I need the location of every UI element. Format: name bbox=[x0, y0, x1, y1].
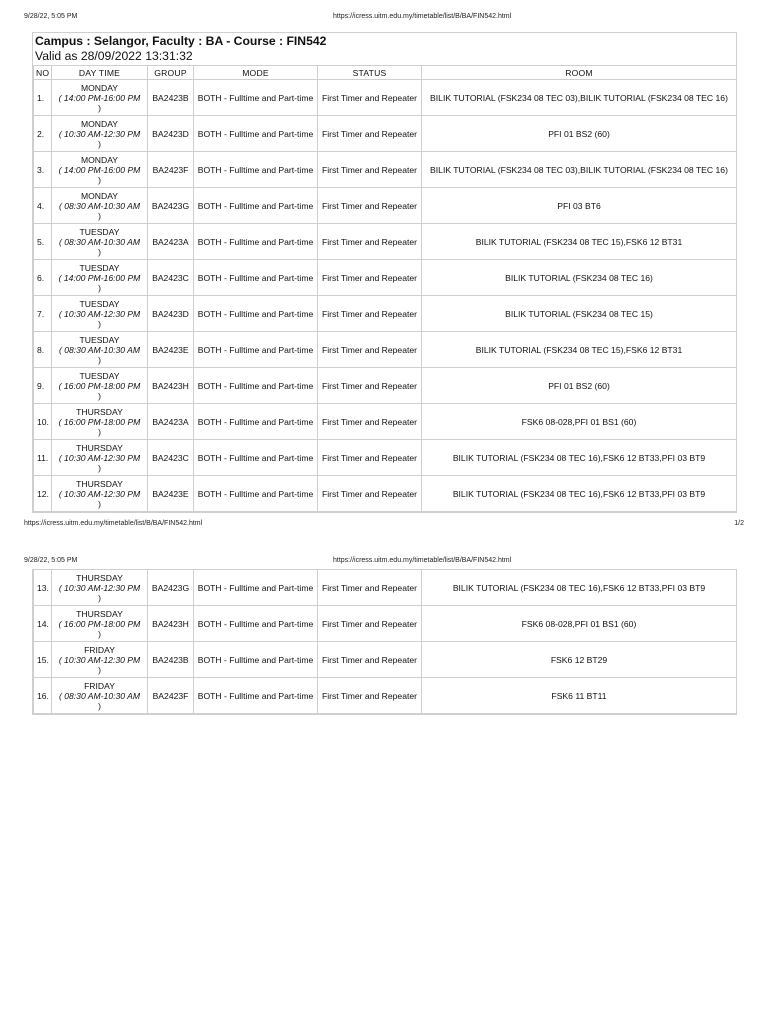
table-row bbox=[34, 296, 737, 332]
day-time-cell bbox=[52, 224, 148, 260]
time-range: ( 14:00 PM-16:00 PM bbox=[58, 272, 141, 283]
day-name: TUESDAY bbox=[79, 370, 120, 381]
timetable-title: Campus : Selangor, Faculty : BA - Course : FIN542 bbox=[35, 34, 327, 48]
time-range: ( 16:00 PM-18:00 PM bbox=[58, 618, 141, 629]
table-row bbox=[34, 260, 737, 296]
day-name: THURSDAY bbox=[76, 478, 123, 489]
table-row bbox=[34, 224, 737, 260]
time-close: ) bbox=[98, 354, 101, 365]
group-cell: BA2423A bbox=[148, 404, 194, 440]
table-row bbox=[34, 570, 737, 606]
row-number: 9. bbox=[34, 368, 52, 404]
timetable-page-1 bbox=[32, 32, 737, 513]
time-close: ) bbox=[98, 700, 101, 711]
timetable-page-2 bbox=[32, 569, 737, 715]
time-close: ) bbox=[98, 462, 101, 473]
group-cell: BA2423D bbox=[148, 296, 194, 332]
status-cell: First Timer and Repeater bbox=[318, 642, 422, 678]
group-cell: BA2423F bbox=[148, 152, 194, 188]
timetable-header bbox=[33, 33, 736, 65]
day-time-cell bbox=[52, 260, 148, 296]
print-header bbox=[0, 555, 768, 569]
day-time-cell bbox=[52, 570, 148, 606]
day-time-cell bbox=[52, 116, 148, 152]
row-number: 11. bbox=[34, 440, 52, 476]
row-number: 13. bbox=[34, 570, 52, 606]
day-time-cell bbox=[52, 642, 148, 678]
time-close: ) bbox=[98, 318, 101, 329]
group-cell: BA2423C bbox=[148, 260, 194, 296]
room-cell: BILIK TUTORIAL (FSK234 08 TEC 15),FSK6 12 BT31 bbox=[422, 332, 737, 368]
mode-cell: BOTH - Fulltime and Part-time bbox=[194, 404, 318, 440]
room-cell: BILIK TUTORIAL (FSK234 08 TEC 03),BILIK TUTORIAL (FSK234 08 TEC 16) bbox=[422, 152, 737, 188]
table-row bbox=[34, 404, 737, 440]
table-row bbox=[34, 606, 737, 642]
time-range: ( 10:30 AM-12:30 PM bbox=[58, 654, 141, 665]
mode-cell: BOTH - Fulltime and Part-time bbox=[194, 570, 318, 606]
group-cell: BA2423C bbox=[148, 440, 194, 476]
mode-cell: BOTH - Fulltime and Part-time bbox=[194, 606, 318, 642]
day-time-cell bbox=[52, 606, 148, 642]
table-row bbox=[34, 152, 737, 188]
group-cell: BA2423G bbox=[148, 188, 194, 224]
day-name: TUESDAY bbox=[79, 262, 120, 273]
status-cell: First Timer and Repeater bbox=[318, 606, 422, 642]
room-cell: FSK6 12 BT29 bbox=[422, 642, 737, 678]
row-number: 16. bbox=[34, 678, 52, 714]
room-cell: PFI 01 BS2 (60) bbox=[422, 368, 737, 404]
day-name: THURSDAY bbox=[76, 406, 123, 417]
timetable-table bbox=[33, 65, 737, 512]
row-number: 7. bbox=[34, 296, 52, 332]
time-close: ) bbox=[98, 592, 101, 603]
timetable-body-page-2 bbox=[34, 570, 737, 714]
mode-cell: BOTH - Fulltime and Part-time bbox=[194, 152, 318, 188]
day-name: THURSDAY bbox=[76, 442, 123, 453]
table-header-row bbox=[34, 66, 737, 80]
print-url: https://icress.uitm.edu.my/timetable/list/B/BA/FIN542.html bbox=[24, 520, 203, 527]
row-number: 10. bbox=[34, 404, 52, 440]
group-cell: BA2423D bbox=[148, 116, 194, 152]
day-name: FRIDAY bbox=[84, 680, 115, 691]
group-cell: BA2423B bbox=[148, 80, 194, 116]
time-range: ( 14:00 PM-16:00 PM bbox=[58, 92, 141, 103]
day-time-cell bbox=[52, 678, 148, 714]
status-cell: First Timer and Repeater bbox=[318, 188, 422, 224]
row-number: 4. bbox=[34, 188, 52, 224]
status-cell: First Timer and Repeater bbox=[318, 476, 422, 512]
status-cell: First Timer and Repeater bbox=[318, 80, 422, 116]
table-row bbox=[34, 80, 737, 116]
mode-cell: BOTH - Fulltime and Part-time bbox=[194, 188, 318, 224]
status-cell: First Timer and Repeater bbox=[318, 332, 422, 368]
time-close: ) bbox=[98, 628, 101, 639]
status-cell: First Timer and Repeater bbox=[318, 152, 422, 188]
page-number: 1/2 bbox=[734, 520, 744, 527]
room-cell: BILIK TUTORIAL (FSK234 08 TEC 03),BILIK TUTORIAL (FSK234 08 TEC 16) bbox=[422, 80, 737, 116]
header-room: ROOM bbox=[422, 66, 737, 80]
print-url: https://icress.uitm.edu.my/timetable/list/B/BA/FIN542.html bbox=[333, 557, 512, 564]
time-range: ( 10:30 AM-12:30 PM bbox=[58, 308, 141, 319]
time-close: ) bbox=[98, 282, 101, 293]
header-mode: MODE bbox=[194, 66, 318, 80]
mode-cell: BOTH - Fulltime and Part-time bbox=[194, 116, 318, 152]
time-close: ) bbox=[98, 498, 101, 509]
day-name: MONDAY bbox=[80, 82, 119, 93]
room-cell: BILIK TUTORIAL (FSK234 08 TEC 15) bbox=[422, 296, 737, 332]
group-cell: BA2423B bbox=[148, 642, 194, 678]
day-name: FRIDAY bbox=[84, 644, 115, 655]
header-day-time: DAY TIME bbox=[52, 66, 148, 80]
time-range: ( 14:00 PM-16:00 PM bbox=[58, 164, 141, 175]
group-cell: BA2423G bbox=[148, 570, 194, 606]
room-cell: BILIK TUTORIAL (FSK234 08 TEC 16),FSK6 12 BT33,PFI 03 BT9 bbox=[422, 440, 737, 476]
timetable-table-continued bbox=[33, 569, 737, 714]
time-range: ( 16:00 PM-18:00 PM bbox=[58, 380, 141, 391]
status-cell: First Timer and Repeater bbox=[318, 570, 422, 606]
time-close: ) bbox=[98, 174, 101, 185]
day-time-cell bbox=[52, 80, 148, 116]
day-time-cell bbox=[52, 404, 148, 440]
table-row bbox=[34, 368, 737, 404]
time-range: ( 08:30 AM-10:30 AM bbox=[58, 236, 141, 247]
print-datetime: 9/28/22, 5:05 PM bbox=[24, 13, 78, 20]
group-cell: BA2423A bbox=[148, 224, 194, 260]
time-range: ( 08:30 AM-10:30 AM bbox=[58, 690, 141, 701]
table-row bbox=[34, 678, 737, 714]
time-range: ( 08:30 AM-10:30 AM bbox=[58, 344, 141, 355]
group-cell: BA2423F bbox=[148, 678, 194, 714]
day-time-cell bbox=[52, 188, 148, 224]
day-name: TUESDAY bbox=[79, 334, 120, 345]
print-footer bbox=[0, 518, 768, 532]
time-close: ) bbox=[98, 390, 101, 401]
row-number: 15. bbox=[34, 642, 52, 678]
group-cell: BA2423H bbox=[148, 368, 194, 404]
time-close: ) bbox=[98, 246, 101, 257]
timetable-body-page-1 bbox=[34, 80, 737, 512]
table-row bbox=[34, 332, 737, 368]
mode-cell: BOTH - Fulltime and Part-time bbox=[194, 678, 318, 714]
room-cell: FSK6 08-028,PFI 01 BS1 (60) bbox=[422, 404, 737, 440]
day-name: TUESDAY bbox=[79, 298, 120, 309]
mode-cell: BOTH - Fulltime and Part-time bbox=[194, 332, 318, 368]
day-time-cell bbox=[52, 296, 148, 332]
room-cell: BILIK TUTORIAL (FSK234 08 TEC 16) bbox=[422, 260, 737, 296]
group-cell: BA2423E bbox=[148, 476, 194, 512]
header-status: STATUS bbox=[318, 66, 422, 80]
day-time-cell bbox=[52, 368, 148, 404]
time-range: ( 10:30 AM-12:30 PM bbox=[58, 128, 141, 139]
day-time-cell bbox=[52, 332, 148, 368]
time-close: ) bbox=[98, 210, 101, 221]
status-cell: First Timer and Repeater bbox=[318, 368, 422, 404]
day-name: TUESDAY bbox=[79, 226, 120, 237]
time-close: ) bbox=[98, 102, 101, 113]
row-number: 3. bbox=[34, 152, 52, 188]
mode-cell: BOTH - Fulltime and Part-time bbox=[194, 224, 318, 260]
status-cell: First Timer and Repeater bbox=[318, 116, 422, 152]
room-cell: BILIK TUTORIAL (FSK234 08 TEC 16),FSK6 12 BT33,PFI 03 BT9 bbox=[422, 476, 737, 512]
room-cell: FSK6 08-028,PFI 01 BS1 (60) bbox=[422, 606, 737, 642]
timetable-valid-date: Valid as 28/09/2022 13:31:32 bbox=[35, 49, 193, 63]
print-datetime: 9/28/22, 5:05 PM bbox=[24, 557, 78, 564]
room-cell: BILIK TUTORIAL (FSK234 08 TEC 16),FSK6 12 BT33,PFI 03 BT9 bbox=[422, 570, 737, 606]
print-header bbox=[0, 11, 768, 25]
mode-cell: BOTH - Fulltime and Part-time bbox=[194, 260, 318, 296]
room-cell: PFI 01 BS2 (60) bbox=[422, 116, 737, 152]
day-time-cell bbox=[52, 152, 148, 188]
status-cell: First Timer and Repeater bbox=[318, 260, 422, 296]
mode-cell: BOTH - Fulltime and Part-time bbox=[194, 368, 318, 404]
status-cell: First Timer and Repeater bbox=[318, 404, 422, 440]
row-number: 1. bbox=[34, 80, 52, 116]
mode-cell: BOTH - Fulltime and Part-time bbox=[194, 642, 318, 678]
header-no: NO bbox=[34, 66, 52, 80]
time-range: ( 10:30 AM-12:30 PM bbox=[58, 582, 141, 593]
time-close: ) bbox=[98, 664, 101, 675]
time-range: ( 08:30 AM-10:30 AM bbox=[58, 200, 141, 211]
table-row bbox=[34, 440, 737, 476]
mode-cell: BOTH - Fulltime and Part-time bbox=[194, 476, 318, 512]
time-close: ) bbox=[98, 138, 101, 149]
table-row bbox=[34, 188, 737, 224]
group-cell: BA2423E bbox=[148, 332, 194, 368]
status-cell: First Timer and Repeater bbox=[318, 678, 422, 714]
row-number: 5. bbox=[34, 224, 52, 260]
day-name: MONDAY bbox=[80, 154, 119, 165]
room-cell: PFI 03 BT6 bbox=[422, 188, 737, 224]
header-group: GROUP bbox=[148, 66, 194, 80]
time-range: ( 10:30 AM-12:30 PM bbox=[58, 488, 141, 499]
row-number: 14. bbox=[34, 606, 52, 642]
table-row bbox=[34, 642, 737, 678]
time-range: ( 16:00 PM-18:00 PM bbox=[58, 416, 141, 427]
day-name: MONDAY bbox=[80, 190, 119, 201]
mode-cell: BOTH - Fulltime and Part-time bbox=[194, 80, 318, 116]
status-cell: First Timer and Repeater bbox=[318, 224, 422, 260]
room-cell: BILIK TUTORIAL (FSK234 08 TEC 15),FSK6 12 BT31 bbox=[422, 224, 737, 260]
group-cell: BA2423H bbox=[148, 606, 194, 642]
time-close: ) bbox=[98, 426, 101, 437]
day-name: THURSDAY bbox=[76, 608, 123, 619]
row-number: 12. bbox=[34, 476, 52, 512]
table-row bbox=[34, 116, 737, 152]
day-name: MONDAY bbox=[80, 118, 119, 129]
day-name: THURSDAY bbox=[76, 572, 123, 583]
mode-cell: BOTH - Fulltime and Part-time bbox=[194, 296, 318, 332]
row-number: 2. bbox=[34, 116, 52, 152]
status-cell: First Timer and Repeater bbox=[318, 296, 422, 332]
time-range: ( 10:30 AM-12:30 PM bbox=[58, 452, 141, 463]
status-cell: First Timer and Repeater bbox=[318, 440, 422, 476]
print-url: https://icress.uitm.edu.my/timetable/list/B/BA/FIN542.html bbox=[333, 13, 512, 20]
row-number: 8. bbox=[34, 332, 52, 368]
day-time-cell bbox=[52, 440, 148, 476]
day-time-cell bbox=[52, 476, 148, 512]
mode-cell: BOTH - Fulltime and Part-time bbox=[194, 440, 318, 476]
room-cell: FSK6 11 BT11 bbox=[422, 678, 737, 714]
table-row bbox=[34, 476, 737, 512]
row-number: 6. bbox=[34, 260, 52, 296]
